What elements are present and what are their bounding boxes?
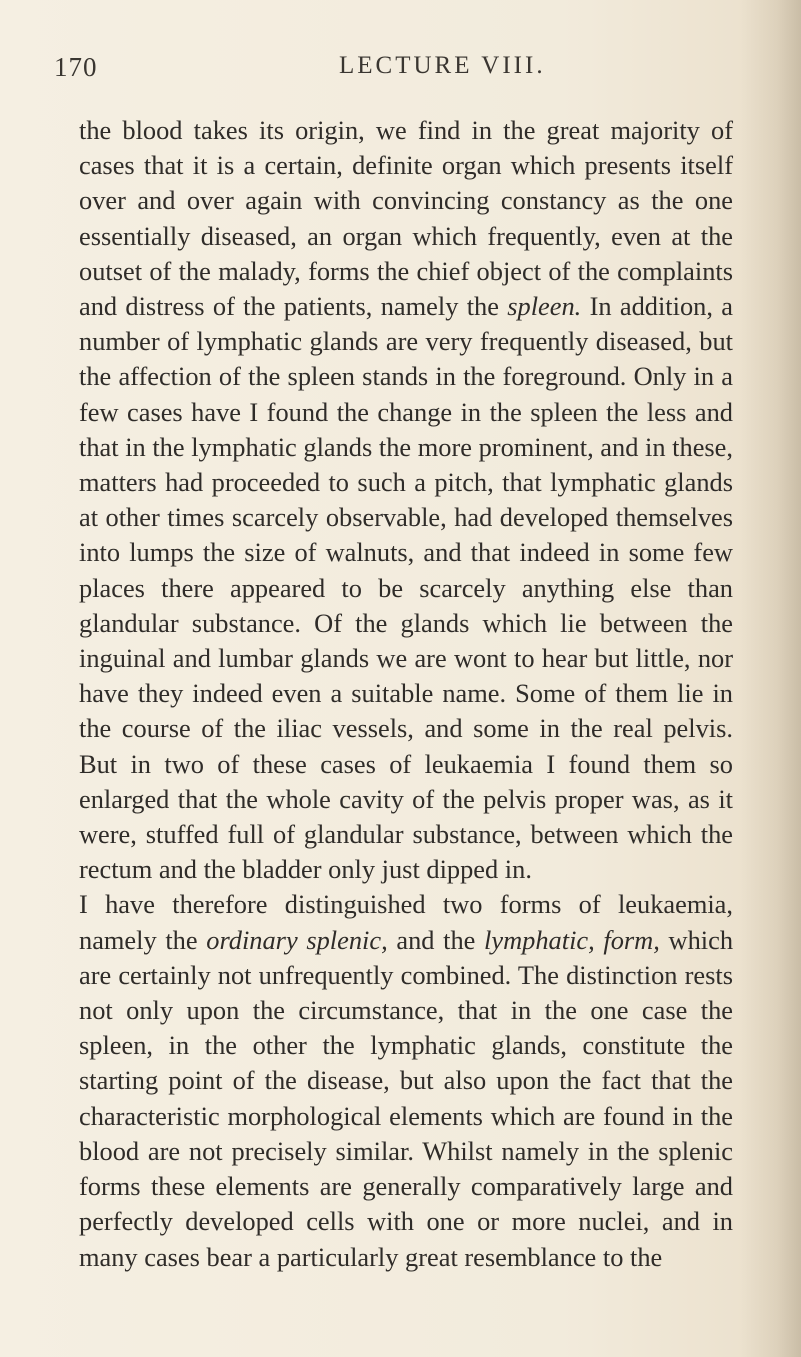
paragraph-2-text-a: I have therefore distinguished two forms of leukaemia, namely the bbox=[79, 889, 733, 955]
paragraph-1-text-a: the blood takes its origin, we find in the great majority of cases that it is a certain, definite organ which presents itself over and over again with convincing constancy as the one essentially diseased, an organ which frequently, even at the outset of the malady, forms the chief object of the complaints and distress of the patients, namely the bbox=[79, 115, 733, 322]
page-number: 170 bbox=[54, 52, 98, 82]
paragraph-2-text-b: and the bbox=[387, 924, 485, 955]
paragraph-1-text-b: In addition, a number of lymphatic glands are very frequently diseased, but the affection of the spleen stands in the foreground. Only in a few cases have I found the change in the spleen the less and that in the lymphatic glands the more prominent, and in these, matters had proceeded to such a pitch, that lymphatic glands at other times scarcely observable, had developed themselves into lumps the size of walnuts, and that indeed in some few places there appeared to be scarcely anything else than glandular substance. Of the glands which lie between the inguinal and lumbar glands we are wont to hear but little, nor have they indeed even a suitable name. Some of them lie in the course of the iliac vessels, and some in the real pelvis. But in two of these cases of leukaemia I found them so enlarged that the whole cavity of the pelvis proper was, as it were, stuffed full of glandular substance, between which the rectum and the bladder only just dipped in. bbox=[79, 291, 733, 885]
paragraph-1 bbox=[79, 113, 733, 887]
paragraph-2-text-c: which are certainly not unfrequently combined. The distinction rests not only upon the circumstance, that in the one case the spleen, in the other the lymphatic glands, constitute the starting point of the disease, but also upon the fact that the characteristic morphological elements which are found in the blood are not precisely similar. Whilst namely in the splenic forms these elements are generally comparatively large and perfectly developed cells with one or more nuclei, and in many cases bear a particularly great resemblance to the bbox=[79, 924, 734, 1272]
paragraph-2-italic-lymphatic: lymphatic, form, bbox=[484, 924, 660, 955]
running-head: LECTURE VIII. bbox=[339, 52, 546, 79]
paragraph-2 bbox=[79, 887, 733, 1274]
page-header bbox=[54, 52, 754, 92]
paragraph-1-italic-spleen: spleen. bbox=[507, 291, 582, 322]
paragraph-2-italic-splenic: ordinary splenic, bbox=[206, 924, 388, 955]
body-text bbox=[79, 113, 733, 1275]
page-edge-shadow bbox=[741, 0, 801, 1357]
